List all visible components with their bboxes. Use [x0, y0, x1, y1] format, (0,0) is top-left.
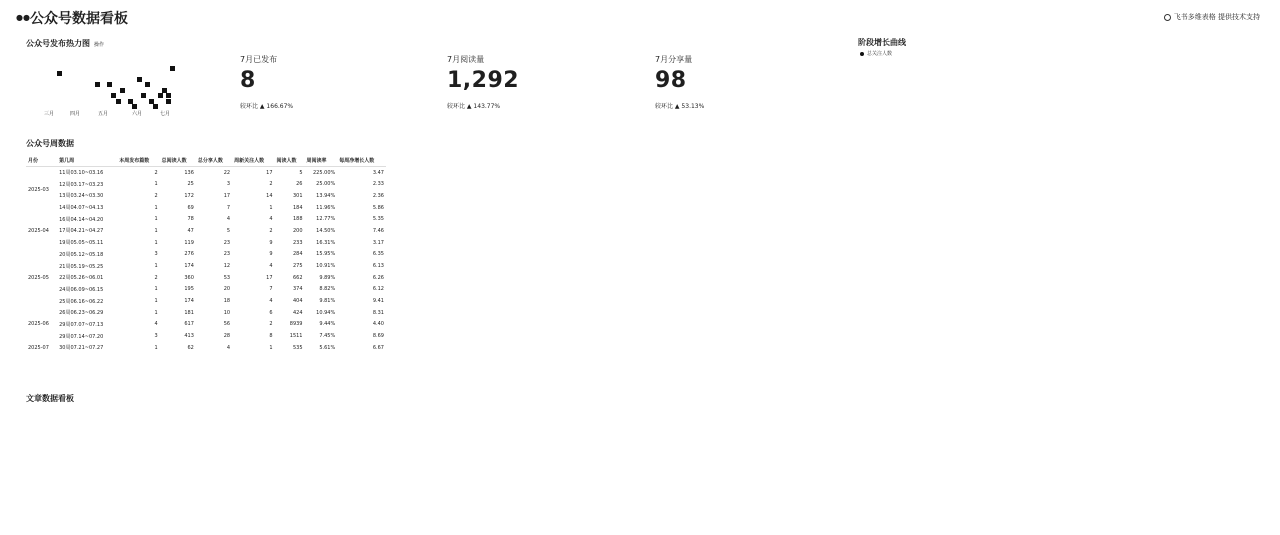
table-row — [26, 225, 386, 237]
table-cell: 16周04.14~04.20 — [59, 216, 104, 223]
table-cell: 5.86 — [372, 204, 384, 211]
table-cell: 2 — [154, 274, 158, 281]
table-cell: 69 — [187, 204, 194, 211]
table-cell: 4 — [226, 216, 231, 223]
table-cell: 4 — [269, 216, 273, 223]
table-row — [26, 342, 386, 354]
table-cell: 1 — [154, 263, 158, 270]
chart-title: 阶段增长曲线 — [858, 38, 906, 47]
table-cell: 9.41 — [372, 298, 384, 305]
kpi-compare: 较环比 ▲ 53.13% — [655, 103, 705, 110]
app-logo-icon: ●● — [16, 13, 30, 22]
table-cell: 301 — [292, 192, 303, 199]
table-cell: 275 — [292, 263, 303, 270]
table-cell: 7.46 — [372, 227, 384, 234]
table-cell: 8939 — [289, 321, 303, 328]
table-cell: 17 — [223, 192, 231, 199]
table-cell: 4 — [226, 344, 231, 351]
table-row — [26, 237, 386, 249]
table-cell: 200 — [292, 227, 303, 234]
table-cell: 53 — [223, 274, 231, 281]
table-cell: 119 — [184, 239, 194, 246]
table-cell: 404 — [292, 298, 303, 305]
weekly-data-table — [26, 155, 386, 354]
table-cell: 23 — [223, 251, 231, 258]
table-row — [26, 190, 386, 202]
table-cell: 1 — [154, 204, 158, 211]
table-cell: 8 — [269, 333, 273, 340]
kpi-published — [240, 54, 400, 110]
table-cell: 1 — [269, 204, 273, 211]
table-cell: 6.35 — [372, 251, 384, 258]
heatmap-cell — [153, 104, 158, 109]
table-cell: 9 — [269, 239, 273, 246]
table-row — [26, 178, 386, 190]
heatmap-cell — [128, 99, 133, 104]
legend-label: 总关注人数 — [867, 51, 893, 57]
heatmap-action-tag[interactable]: 操作 — [94, 42, 105, 48]
table-row — [26, 272, 386, 284]
feishu-icon — [1164, 14, 1171, 21]
table-cell: 7 — [226, 204, 231, 211]
table-cell: 13.94% — [316, 192, 336, 199]
table-cell: 6.67 — [372, 344, 384, 351]
heatmap-month-label: 七月 — [160, 111, 171, 117]
table-cell: 7.45% — [319, 333, 336, 340]
table-cell: 535 — [292, 344, 303, 351]
table-cell: 11.96% — [316, 204, 336, 211]
growth-chart — [840, 30, 1270, 390]
table-cell: 18 — [223, 298, 231, 305]
heatmap-cell — [162, 88, 167, 93]
table-cell: 1 — [154, 309, 158, 316]
table-cell: 174 — [184, 298, 194, 305]
table-cell: 424 — [292, 309, 303, 316]
table-cell: 21周05.19~05.25 — [59, 263, 104, 270]
table-cell: 14.50% — [316, 227, 336, 234]
column-header[interactable]: 阅读人数 — [275, 155, 305, 167]
table-cell: 29周07.07~07.13 — [59, 321, 104, 328]
table-cell: 4.40 — [372, 321, 384, 328]
table-cell: 26周06.23~06.29 — [59, 310, 104, 317]
column-header[interactable]: 周阅读率 — [305, 155, 338, 167]
kpi-label: 7月分享量 — [655, 55, 693, 64]
table-cell: 10 — [223, 309, 231, 316]
table-row — [26, 202, 386, 214]
table-cell: 20 — [223, 286, 231, 293]
heatmap-month-label: 五月 — [98, 111, 109, 117]
kpi-value: 8 — [240, 68, 256, 93]
table-cell: 3 — [226, 181, 231, 188]
table-cell: 14 — [266, 192, 273, 199]
heatmap-cell — [170, 66, 175, 71]
table-cell: 662 — [292, 274, 303, 281]
table-cell: 1511 — [289, 333, 303, 340]
table-cell: 6.13 — [372, 263, 384, 270]
table-cell: 24周06.09~06.15 — [59, 286, 104, 293]
heatmap-month-label: 四月 — [70, 111, 81, 117]
table-row — [26, 319, 386, 331]
table-cell: 19周05.05~05.11 — [59, 240, 104, 247]
table-cell: 17 — [266, 169, 273, 176]
table-cell: 4 — [269, 298, 273, 305]
table-row — [26, 249, 386, 261]
month-cell: 2025-05 — [28, 274, 49, 281]
articles-title: 文章数据看板 — [26, 394, 74, 403]
month-cell: 2025-06 — [28, 321, 49, 328]
table-row — [26, 167, 386, 179]
table-cell: 4 — [269, 263, 273, 270]
table-cell: 6.12 — [372, 286, 384, 293]
table-cell: 15.95% — [316, 251, 336, 258]
heatmap-cell — [107, 82, 112, 87]
kpi-value: 98 — [655, 68, 687, 93]
top-bar — [0, 0, 1280, 34]
table-cell: 12周03.17~03.23 — [59, 181, 104, 188]
table-cell: 5.61% — [319, 344, 336, 351]
table-cell: 8.82% — [319, 286, 336, 293]
table-cell: 1 — [154, 181, 158, 188]
table-cell: 1 — [269, 344, 273, 351]
heatmap-cell — [120, 88, 125, 93]
table-row — [26, 295, 386, 307]
column-header[interactable]: 月份 — [26, 155, 57, 167]
table-cell: 1 — [154, 298, 158, 305]
table-row — [26, 307, 386, 319]
page-title: 公众号数据看板 — [30, 11, 128, 27]
table-cell: 3 — [154, 333, 158, 340]
table-cell: 360 — [184, 274, 194, 281]
table-cell: 413 — [184, 333, 194, 340]
kpi-shares — [655, 54, 815, 110]
kpi-label: 7月已发布 — [240, 55, 278, 64]
table-cell: 22周05.26~06.01 — [59, 275, 104, 282]
table-cell: 1 — [154, 216, 158, 223]
table-cell: 9.81% — [319, 298, 336, 305]
table-cell: 5 — [299, 169, 303, 176]
table-cell: 9 — [269, 251, 273, 258]
table-cell: 14周04.07~04.13 — [59, 205, 104, 212]
table-cell: 25 — [187, 181, 194, 188]
table-cell: 195 — [184, 286, 194, 293]
table-cell: 78 — [187, 216, 194, 223]
table-cell: 17 — [266, 274, 273, 281]
column-header[interactable]: 总分享人数 — [196, 155, 232, 167]
chart-canvas — [840, 30, 1270, 390]
heatmap-cell — [166, 93, 171, 98]
table-cell: 172 — [184, 192, 194, 199]
table-cell: 2.33 — [372, 181, 384, 188]
table-cell: 12 — [223, 263, 231, 270]
table-cell: 617 — [184, 321, 194, 328]
heatmap-cell — [57, 71, 62, 76]
table-cell: 1 — [154, 239, 158, 246]
heatmap-cell — [95, 82, 100, 87]
table-cell: 3.47 — [372, 169, 384, 176]
heatmap-cell — [111, 93, 116, 98]
table-cell: 25周06.16~06.22 — [59, 298, 104, 305]
heatmap-title-text: 公众号发布热力图 — [26, 39, 90, 48]
table-cell: 10.94% — [316, 309, 336, 316]
legend-marker — [860, 52, 864, 56]
table-cell: 2 — [269, 181, 273, 188]
column-header[interactable]: 第几周 — [57, 155, 117, 167]
table-cell: 1 — [154, 344, 158, 351]
table-cell: 233 — [292, 239, 303, 246]
table-row — [26, 260, 386, 272]
table-cell: 17周04.21~04.27 — [59, 228, 104, 235]
month-cell: 2025-03 — [28, 187, 49, 194]
kpi-label: 7月阅读量 — [447, 55, 485, 64]
table-cell: 5.35 — [372, 216, 384, 223]
table-cell: 374 — [292, 286, 303, 293]
table-row — [26, 213, 386, 225]
table-cell: 1 — [154, 286, 158, 293]
table-cell: 8.31 — [372, 309, 384, 316]
table-cell: 28 — [223, 333, 231, 340]
table-cell: 2.36 — [372, 192, 384, 199]
table-cell: 30周07.21~07.27 — [59, 345, 104, 352]
heatmap-cell — [141, 93, 146, 98]
kpi-compare: 较环比 ▲ 143.77% — [447, 103, 501, 110]
powered-by-link[interactable] — [1164, 12, 1260, 22]
heatmap-month-label: 三月 — [44, 111, 55, 117]
heatmap-cell — [132, 104, 137, 109]
table-cell: 2 — [154, 169, 158, 176]
kpi-value: 1,292 — [447, 68, 520, 93]
table-cell: 6 — [269, 309, 273, 316]
column-header[interactable]: 周新关注人数 — [232, 155, 274, 167]
month-cell: 2025-07 — [28, 344, 49, 351]
table-row — [26, 284, 386, 296]
table-cell: 11周03.10~03.16 — [59, 170, 104, 177]
table-row — [26, 330, 386, 342]
table-cell: 9.44% — [319, 321, 336, 328]
heatmap-cell — [158, 93, 163, 98]
table-cell: 2 — [154, 192, 158, 199]
heatmap-title — [26, 38, 104, 49]
table-cell: 23 — [223, 239, 231, 246]
weekly-title: 公众号周数据 — [26, 139, 74, 148]
table-cell: 10.91% — [316, 263, 336, 270]
table-cell: 136 — [184, 169, 194, 176]
table-cell: 26 — [296, 181, 303, 188]
table-cell: 16.31% — [316, 239, 336, 246]
table-cell: 181 — [184, 309, 194, 316]
table-cell: 47 — [187, 227, 194, 234]
table-cell: 8.69 — [372, 333, 384, 340]
column-header[interactable]: 本周发布篇数 — [117, 155, 159, 167]
table-cell: 20周05.12~05.18 — [59, 251, 104, 258]
table-cell: 7 — [269, 286, 273, 293]
powered-by-label: 飞书多维表格 提供技术支持 — [1173, 13, 1260, 21]
table-cell: 184 — [292, 204, 303, 211]
publish-heatmap — [40, 60, 190, 122]
table-cell: 62 — [187, 344, 194, 351]
heatmap-month-label: 六月 — [132, 111, 143, 117]
table-cell: 188 — [292, 216, 303, 223]
heatmap-cell — [116, 99, 121, 104]
kpi-compare: 较环比 ▲ 166.67% — [240, 103, 294, 110]
table-cell: 13周03.24~03.30 — [59, 193, 104, 200]
kpi-reads — [447, 54, 607, 110]
table-cell: 12.77% — [316, 216, 336, 223]
heatmap-cell — [149, 99, 154, 104]
table-cell: 3 — [154, 251, 158, 258]
table-cell: 9.89% — [319, 274, 336, 281]
table-cell: 3.17 — [372, 239, 384, 246]
table-cell: 4 — [154, 321, 158, 328]
column-header[interactable]: 总阅读人数 — [160, 155, 196, 167]
chart-legend — [860, 50, 892, 57]
table-cell: 2 — [269, 321, 273, 328]
heatmap-cell — [166, 99, 171, 104]
table-cell: 5 — [226, 227, 231, 234]
column-header[interactable]: 每周净增长人数 — [337, 155, 386, 167]
table-cell: 22 — [223, 169, 231, 176]
table-cell: 225.00% — [313, 169, 336, 176]
table-cell: 25.00% — [316, 181, 336, 188]
table-cell: 56 — [223, 321, 231, 328]
table-cell: 29周07.14~07.20 — [59, 333, 104, 340]
table-cell: 174 — [184, 263, 194, 270]
table-cell: 276 — [184, 251, 194, 258]
table-cell: 2 — [269, 227, 273, 234]
month-cell: 2025-04 — [28, 227, 49, 234]
table-cell: 284 — [292, 251, 303, 258]
table-cell: 1 — [154, 227, 158, 234]
heatmap-cell — [145, 82, 150, 87]
table-cell: 6.26 — [372, 274, 384, 281]
heatmap-cell — [137, 77, 142, 82]
